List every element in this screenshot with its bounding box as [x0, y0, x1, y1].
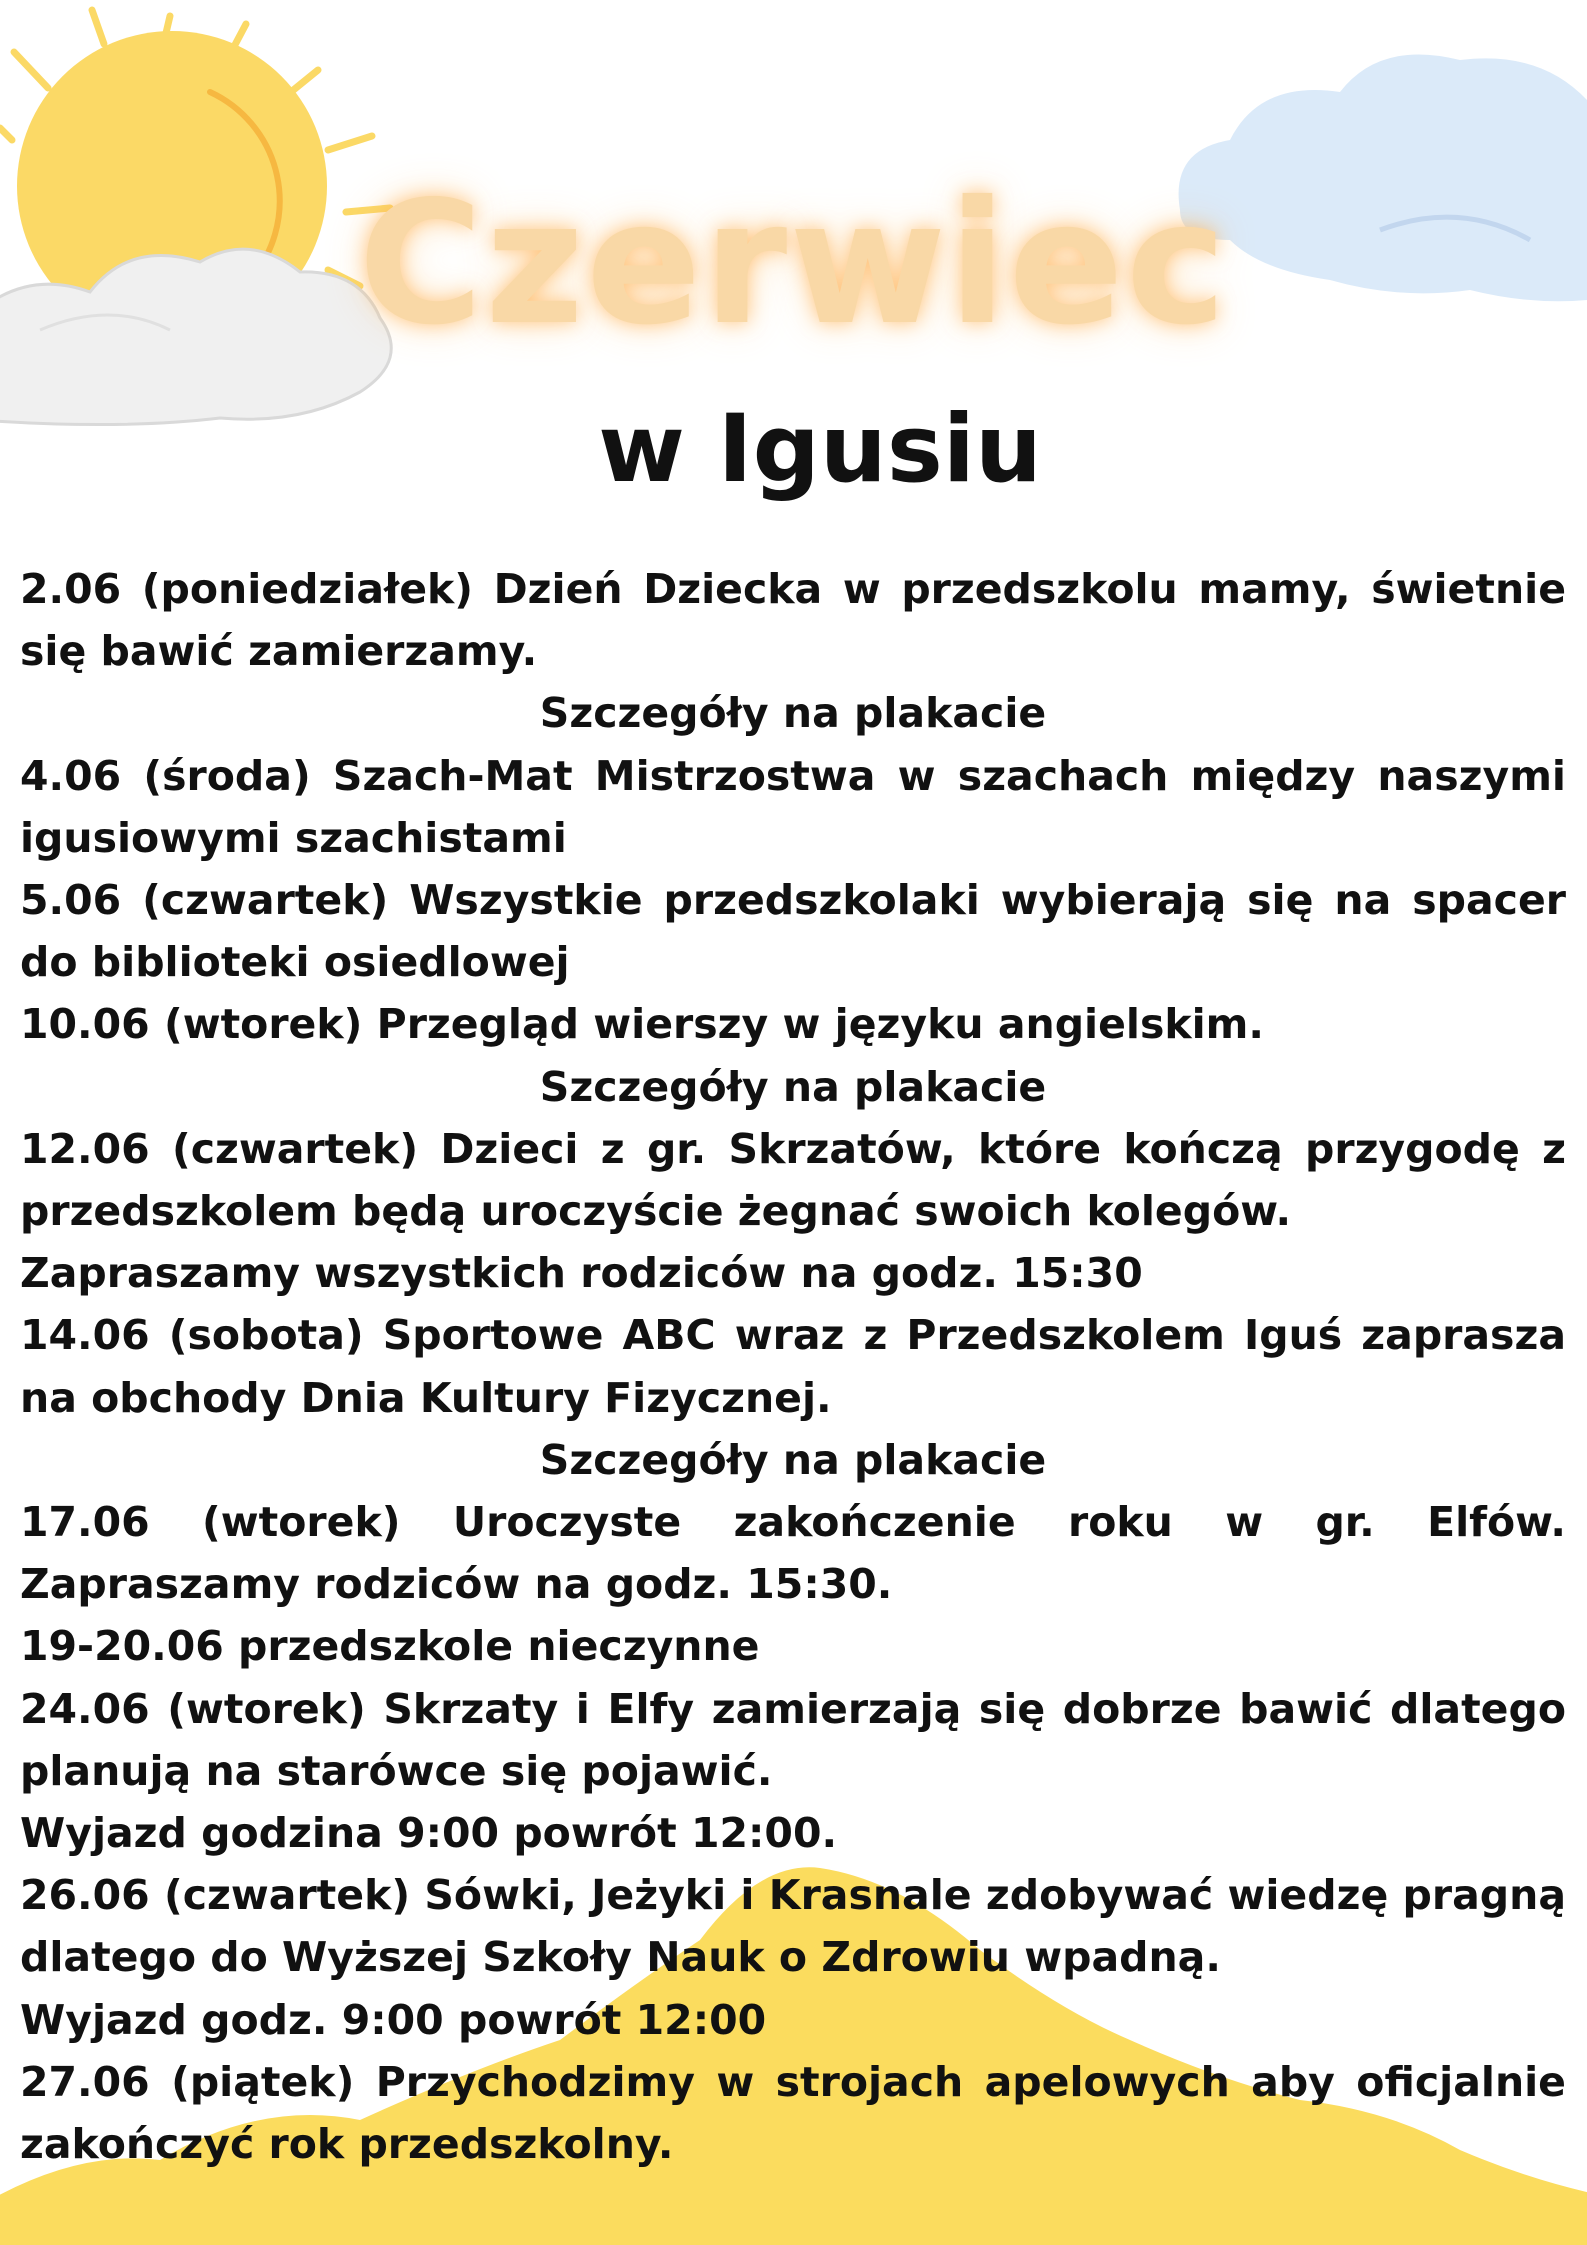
event-item: 4.06 (środa) Szach-Mat Mistrzostwa w szachach między naszymi igusiowymi szachistami [20, 751, 1566, 862]
event-item: 24.06 (wtorek) Skrzaty i Elfy zamierzają się dobrze bawić dlatego planują na starówce się pojawić. [20, 1684, 1566, 1795]
event-note: Wyjazd godzina 9:00 powrót 12:00. [20, 1809, 838, 1858]
event-item: 17.06 (wtorek) Uroczyste zakończenie roku w gr. Elfów. Zapraszamy rodziców na godz. 15:30. [20, 1498, 1566, 1609]
event-item: 2.06 (poniedziałek) Dzień Dziecka w przedszkolu mamy, świetnie się bawić zamierzamy. [20, 565, 1566, 676]
event-item: 14.06 (sobota) Sportowe ABC wraz z Przedszkolem Iguś zaprasza na obchody Dnia Kultury Fizycznej. [20, 1311, 1566, 1422]
details-note: Szczegóły na plakacie [539, 1435, 1047, 1484]
event-item: 10.06 (wtorek) Przegląd wierszy w języku angielskim. [20, 1000, 1264, 1049]
details-note: Szczegóły na plakacie [539, 1062, 1047, 1111]
event-item: 26.06 (czwartek) Sówki, Jeżyki i Krasnale zdobywać wiedzę pragną dlatego do Wyższej Szkoły Nauk o Zdrowiu wpadną. [20, 1871, 1566, 1982]
event-item: 19-20.06 przedszkole nieczynne [20, 1622, 760, 1671]
page-subtitle: w Igusiu [598, 395, 1042, 504]
event-note: Wyjazd godz. 9:00 powrót 12:00 [20, 1995, 767, 2044]
event-item: 5.06 (czwartek) Wszystkie przedszkolaki wybierają się na spacer do biblioteki osiedlowej [20, 876, 1566, 987]
details-note: Szczegóły na plakacie [539, 689, 1047, 738]
page-title: Czerwiec [358, 165, 1229, 363]
event-item: 12.06 (czwartek) Dzieci z gr. Skrzatów, które kończą przygodę z przedszkolem będą uroczyście żegnać swoich kolegów. [20, 1124, 1566, 1236]
event-item: 27.06 (piątek) Przychodzimy w strojach apelowych aby oficjalnie zakończyć rok przedszkolny. [20, 2057, 1566, 2169]
event-note: Zapraszamy wszystkich rodziców na godz. 15:30 [20, 1249, 1143, 1298]
events-list [20, 558, 1566, 2175]
